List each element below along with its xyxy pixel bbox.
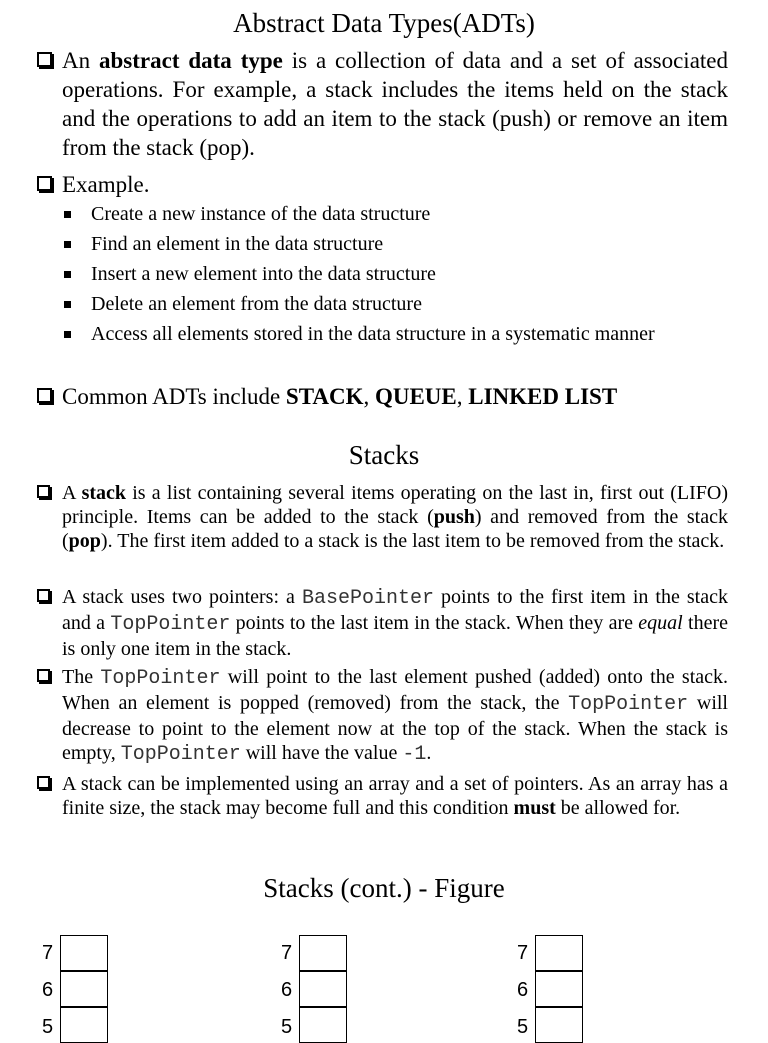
list-item: Create a new instance of the data structure — [91, 203, 431, 225]
text-run: ) and removed from the stack ( — [62, 506, 728, 552]
stacks-title: Stacks — [348, 440, 420, 470]
text-run: points to the last item in the stack. When they are — [230, 612, 639, 634]
text-run: there is only one item in the stack. — [62, 612, 728, 660]
code-text: -1 — [402, 743, 427, 766]
stack-cell — [299, 935, 347, 971]
common-adts-paragraph — [62, 382, 728, 411]
stack-index-label: 5 — [517, 1016, 529, 1038]
stack-index-label: 6 — [517, 979, 529, 1001]
text-run: be allowed for. — [555, 797, 681, 819]
term-italic: equal — [638, 612, 683, 634]
stack-cell — [60, 935, 108, 971]
stacks-paragraph-4 — [62, 772, 728, 820]
term-bold: abstract data type — [99, 48, 283, 73]
figure-title: Stacks (cont.) - Figure — [263, 873, 505, 903]
stack-diagram — [42, 935, 112, 1038]
stack-diagram — [281, 935, 351, 1038]
text-run: is a collection of data and a set of associated operations. For example, a stack includes the items held on the stack and the operations to add an item to the stack (push) or remove an item from the stack (pop). — [62, 48, 729, 160]
stack-diagram — [517, 935, 587, 1038]
term-bold: QUEUE — [374, 384, 457, 409]
stack-cell — [60, 1007, 108, 1043]
stack-cell — [535, 935, 583, 971]
term-bold: STACK — [285, 384, 364, 409]
adts-intro-paragraph — [62, 46, 728, 162]
list-item: Delete an element from the data structure — [91, 293, 422, 315]
text-run: is a list containing several items operating on the last in, first out (LIFO) principle. Items can be added to the stack ( — [62, 482, 728, 528]
adts-title: Abstract Data Types(ADTs) — [233, 8, 535, 38]
stack-cell — [299, 971, 347, 1007]
text-run: The — [62, 666, 101, 688]
example-label: Example. — [62, 172, 150, 197]
text-run: , — [456, 384, 469, 409]
square-bullet-icon — [64, 241, 71, 248]
text-run: A stack can be implemented using an array and a set of pointers. As an array has a finite size, the stack may become full and this condition — [62, 773, 728, 819]
stack-cell — [60, 971, 108, 1007]
term-bold: LINKED LIST — [468, 384, 618, 409]
stack-index-label: 7 — [281, 942, 293, 964]
text-run: An — [62, 48, 99, 73]
text-run: Common ADTs include — [62, 384, 286, 409]
checkbox-bullet-icon — [37, 388, 52, 403]
term-bold: pop — [68, 530, 101, 552]
term-bold: push — [433, 506, 475, 528]
stack-cell — [299, 1007, 347, 1043]
text-run: will point to the last element pushed (added) onto the stack. When an element is popped (removed) from the stack, the — [62, 666, 729, 714]
square-bullet-icon — [64, 301, 71, 308]
stack-cell — [535, 1007, 583, 1043]
list-item: Find an element in the data structure — [91, 233, 384, 255]
checkbox-bullet-icon — [37, 176, 52, 191]
text-run: ). The first item added to a stack is the last item to be removed from the stack. — [100, 530, 725, 552]
text-run: points to the first item in the stack and a — [62, 586, 728, 634]
text-run: , — [363, 384, 375, 409]
text-run: will have the value — [240, 742, 403, 764]
stack-index-label: 5 — [42, 1016, 54, 1038]
code-text: TopPointer — [100, 667, 221, 690]
term-bold: must — [513, 797, 556, 819]
stacks-paragraph-1 — [62, 481, 728, 553]
stack-index-label: 7 — [42, 942, 54, 964]
stack-index-label: 6 — [281, 979, 293, 1001]
stack-index-label: 7 — [517, 942, 529, 964]
square-bullet-icon — [64, 211, 71, 218]
code-text: TopPointer — [568, 693, 689, 716]
term-bold: stack — [81, 482, 127, 504]
code-text: TopPointer — [110, 613, 231, 636]
square-bullet-icon — [64, 331, 71, 338]
text-run: A stack uses two pointers: a — [62, 586, 302, 608]
checkbox-bullet-icon — [37, 485, 50, 498]
text-run: A — [62, 482, 82, 504]
stack-index-label: 5 — [281, 1016, 293, 1038]
stack-cell — [535, 971, 583, 1007]
stacks-paragraph-3 — [62, 665, 728, 767]
text-run: will decrease to point to the element now at the top of the stack. When the stack is empty, — [62, 692, 728, 764]
text-run: . — [426, 742, 432, 764]
stacks-paragraph-2 — [62, 585, 728, 661]
square-bullet-icon — [64, 271, 71, 278]
list-item: Access all elements stored in the data structure in a systematic manner — [91, 323, 655, 345]
code-text: BasePointer — [301, 587, 434, 610]
code-text: TopPointer — [120, 743, 241, 766]
checkbox-bullet-icon — [37, 589, 50, 602]
checkbox-bullet-icon — [37, 669, 50, 682]
checkbox-bullet-icon — [37, 776, 50, 789]
stack-index-label: 6 — [42, 979, 54, 1001]
checkbox-bullet-icon — [37, 52, 52, 67]
list-item: Insert a new element into the data structure — [91, 263, 436, 285]
